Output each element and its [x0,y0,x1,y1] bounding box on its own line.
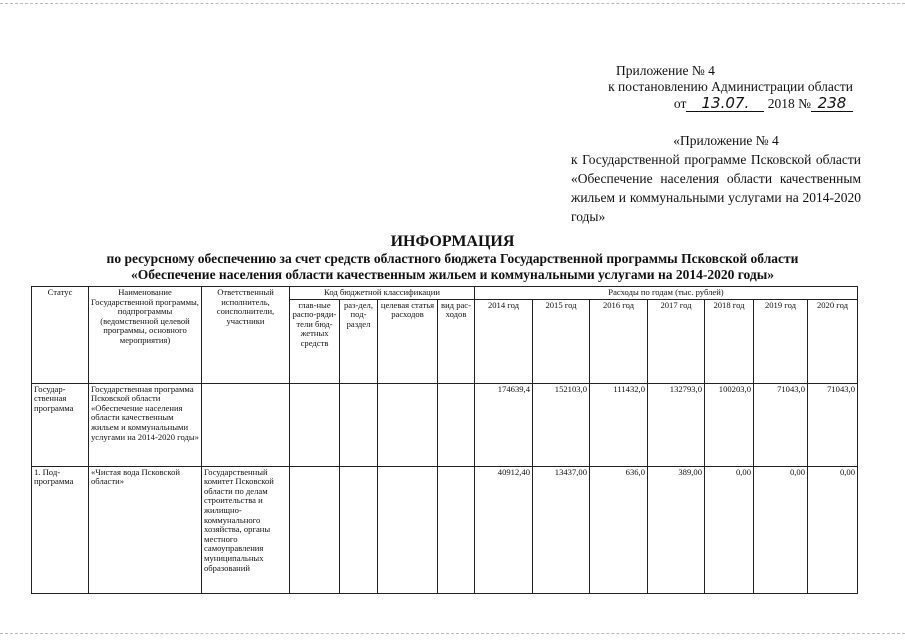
document-title [20,233,885,283]
scan-bottom-edge [0,633,905,634]
resource-table [31,286,858,594]
row-name: Государственная программа Псковской области «Обеспечение населения области качественным жильем и коммунальными услугами на 2014-2020 годы» [89,383,202,466]
row-value: 389,00 [648,466,705,593]
row-value: 71043,0 [808,383,858,466]
row-executor [202,383,290,466]
row-type [438,466,475,593]
header-year: 2018 год [705,299,754,383]
table-row [32,466,858,593]
header-year: 2017 год [648,299,705,383]
row-value: 0,00 [705,466,754,593]
header-target: целевая статья расходов [378,299,438,383]
header-budget-code: Код бюджетной классификации [290,287,475,300]
appendix-date-line [575,95,853,112]
row-value: 100203,0 [705,383,754,466]
header-gr: глав-ные распо-ряди-тели бюд-жетных средств [290,299,340,383]
handwritten-number: 238 [811,95,853,112]
row-value: 40912,40 [475,466,533,593]
year-label: 2018 № [767,96,811,111]
row-type [438,383,475,466]
header-status: Статус [32,287,89,384]
appendix-number: Приложение № 4 [616,63,715,78]
header-year: 2020 год [808,299,858,383]
appendix-original-block [571,131,861,226]
row-value: 152103,0 [533,383,590,466]
row-value: 111432,0 [590,383,648,466]
row-section [340,383,378,466]
row-value: 174639,4 [475,383,533,466]
header-row-1 [32,287,858,300]
header-year: 2016 год [590,299,648,383]
header-executor: Ответственный исполнитель, соисполнители, участники [202,287,290,384]
appendix-current-block [575,63,853,112]
from-label: от [673,96,687,111]
row-value: 0,00 [808,466,858,593]
title-heading: ИНФОРМАЦИЯ [390,233,515,250]
row-target [378,383,438,466]
row-value: 0,00 [754,466,808,593]
title-line-3: «Обеспечение населения области качественным жильем и коммунальными услугами на 2014-2020 годы» [131,267,774,282]
table-row [32,383,858,466]
row-section [340,466,378,593]
row-status: Государ-ственная программа [32,383,89,466]
row-value: 636,0 [590,466,648,593]
row-executor: Государственный комитет Псковской области по делам строительства и жилищно-коммунального хозяйства, органы местного самоуправления муниципальных образований [202,466,290,593]
header-type: вид рас-ходов [438,299,475,383]
title-line-2: по ресурсному обеспечению за счет средств областного бюджета Государственной программы Псковской области [106,251,799,266]
row-value: 71043,0 [754,383,808,466]
handwritten-date: 13.07. [686,95,764,112]
row-value: 13437,00 [533,466,590,593]
header-year: 2015 год [533,299,590,383]
appendix-original-title: «Приложение № 4 [673,133,779,148]
row-target [378,466,438,593]
row-status: 1. Под-программа [32,466,89,593]
appendix-original-text: к Государственной программе Псковской области «Обеспечение населения области качественным жильем и коммунальными услугами на 2014-2020 годы» [571,152,861,224]
appendix-resolution: к постановлению Администрации области [608,79,853,94]
row-gr [290,383,340,466]
header-section: раз-дел, под-раздел [340,299,378,383]
row-name: «Чистая вода Псковской области» [89,466,202,593]
row-value: 132793,0 [648,383,705,466]
header-name: Наименование Государственной программы, подпрограммы (ведомственной целевой программы, основного мероприятия) [89,287,202,384]
row-gr [290,466,340,593]
header-year: 2019 год [754,299,808,383]
header-expenses: Расходы по годам (тыс. рублей) [475,287,858,300]
scan-top-edge [0,3,905,4]
header-year: 2014 год [475,299,533,383]
